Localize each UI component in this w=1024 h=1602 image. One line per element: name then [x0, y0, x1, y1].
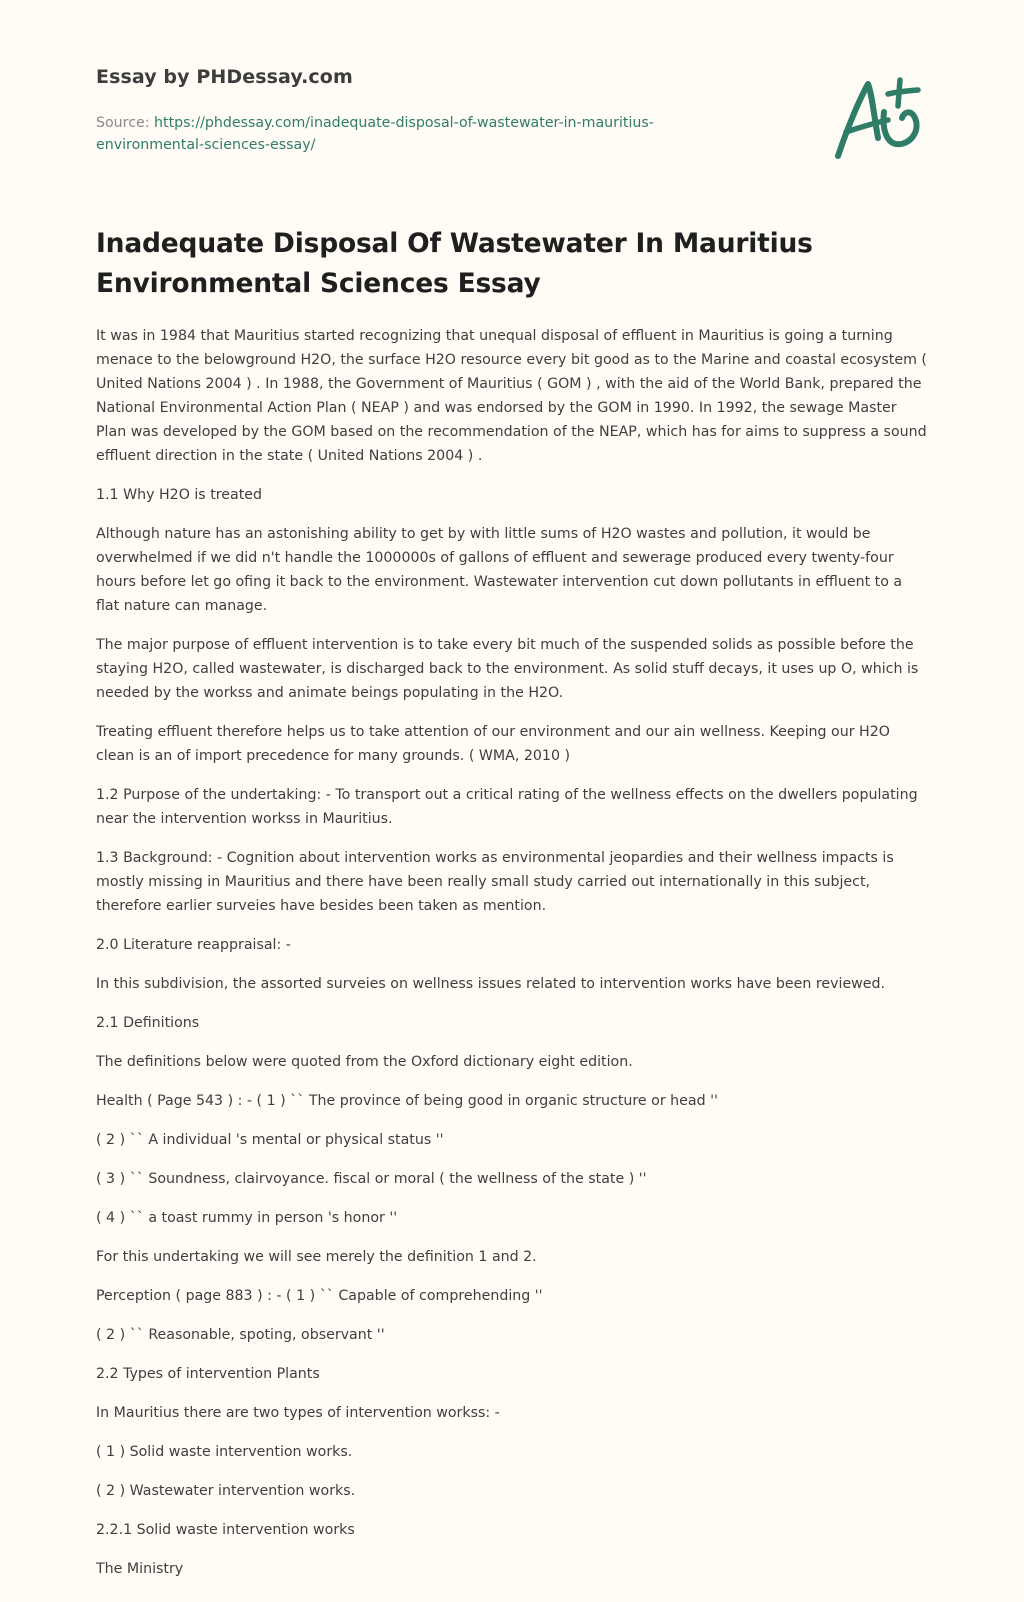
section-heading: 2.2 Types of intervention Plants [96, 1366, 320, 1382]
paragraph: The Ministry [96, 1561, 184, 1577]
paragraph: The major purpose of effluent intervention is to take every bit much of the suspended solids as possible before the staying H2O, called wastewater, is discharged back to the environment. As solid stuff decays, it uses up O, which is needed by the workss and animate beings populating in the H2O. [96, 637, 919, 701]
source-label: Source: [96, 115, 155, 131]
list-item: ( 1 ) Solid waste intervention works. [96, 1444, 353, 1460]
definition-line: ( 2 ) `` Reasonable, spoting, observant '' [96, 1327, 385, 1343]
section-heading: 1.1 Why H2O is treated [96, 487, 263, 503]
definition-line: Health ( Page 543 ) : - ( 1 ) `` The province of being good in organic structure or head '' [96, 1093, 718, 1109]
paragraph: 1.2 Purpose of the undertaking: - To transport out a critical rating of the wellness effects on the dwellers populating near the intervention workss in Mauritius. [96, 787, 918, 827]
paragraph: It was in 1984 that Mauritius started recognizing that unequal disposal of effluent in Mauritius is going a turning menace to the belowground H2O, the surface H2O resource every bit good as to the Marine and coastal ecosystem ( United Nations 2004 ) . In 1988, the Government of Mauritius ( GOM ) , with the aid of the World Bank, prepared the National Environmental Action Plan ( NEAP ) and was endorsed by the GOM in 1990. In 1992, the sewage Master Plan was developed by the GOM based on the recommendation of the NEAP, which has for aims to suppress a sound effluent direction in the state ( United Nations 2004 ) . [96, 328, 927, 464]
essay-title: Inadequate Disposal Of Wastewater In Mauritius Environmental Sciences Essay [96, 228, 813, 299]
essay-page [96, 0, 928, 1577]
section-heading: 2.0 Literature reappraisal: - [96, 937, 291, 953]
paragraph: Although nature has an astonishing ability to get by with little sums of H2O wastes and pollution, it would be overwhelmed if we did n't handle the 1000000s of gallons of effluent and sewerage produced every twenty-four hours before let go ofing it back to the environment. Wastewater intervention cut down pollutants in effluent to a flat nature can manage. [96, 526, 903, 614]
definition-line: Perception ( page 883 ) : - ( 1 ) `` Capable of comprehending '' [96, 1288, 543, 1304]
source-line [96, 112, 746, 156]
source-link[interactable]: https://phdessay.com/inadequate-disposal-of-wastewater-in-mauritius-environmental-sciences-essay/ [96, 115, 654, 153]
list-item: ( 2 ) Wastewater intervention works. [96, 1483, 356, 1499]
paragraph: The definitions below were quoted from the Oxford dictionary eight edition. [96, 1054, 633, 1070]
definition-line: ( 3 ) `` Soundness, clairvoyance. fiscal or moral ( the wellness of the state ) '' [96, 1171, 647, 1187]
paragraph: For this undertaking we will see merely the definition 1 and 2. [96, 1249, 537, 1265]
definition-line: ( 2 ) `` A individual 's mental or physical status '' [96, 1132, 444, 1148]
paragraph: In this subdivision, the assorted surveies on wellness issues related to intervention works have been reviewed. [96, 976, 886, 992]
paragraph: 1.3 Background: - Cognition about intervention works as environmental jeopardies and their wellness impacts is mostly missing in Mauritius and there have been really small study carried out internationally in this subject, therefore earlier surveies have besides been taken as mention. [96, 850, 894, 914]
site-brand: Essay by PHDessay.com [96, 66, 353, 88]
page-header [96, 0, 928, 230]
essay-body [96, 324, 928, 1596]
section-heading: 2.2.1 Solid waste intervention works [96, 1522, 355, 1538]
paragraph: Treating effluent therefore helps us to take attention of our environment and our ain wellness. Keeping our H2O clean is an of import precedence for many grounds. ( WMA, 2010 ) [96, 724, 890, 764]
a-plus-logo-icon [824, 72, 928, 166]
paragraph: In Mauritius there are two types of intervention workss: - [96, 1405, 500, 1421]
section-heading: 2.1 Definitions [96, 1015, 200, 1031]
definition-line: ( 4 ) `` a toast rummy in person 's honor '' [96, 1210, 398, 1226]
